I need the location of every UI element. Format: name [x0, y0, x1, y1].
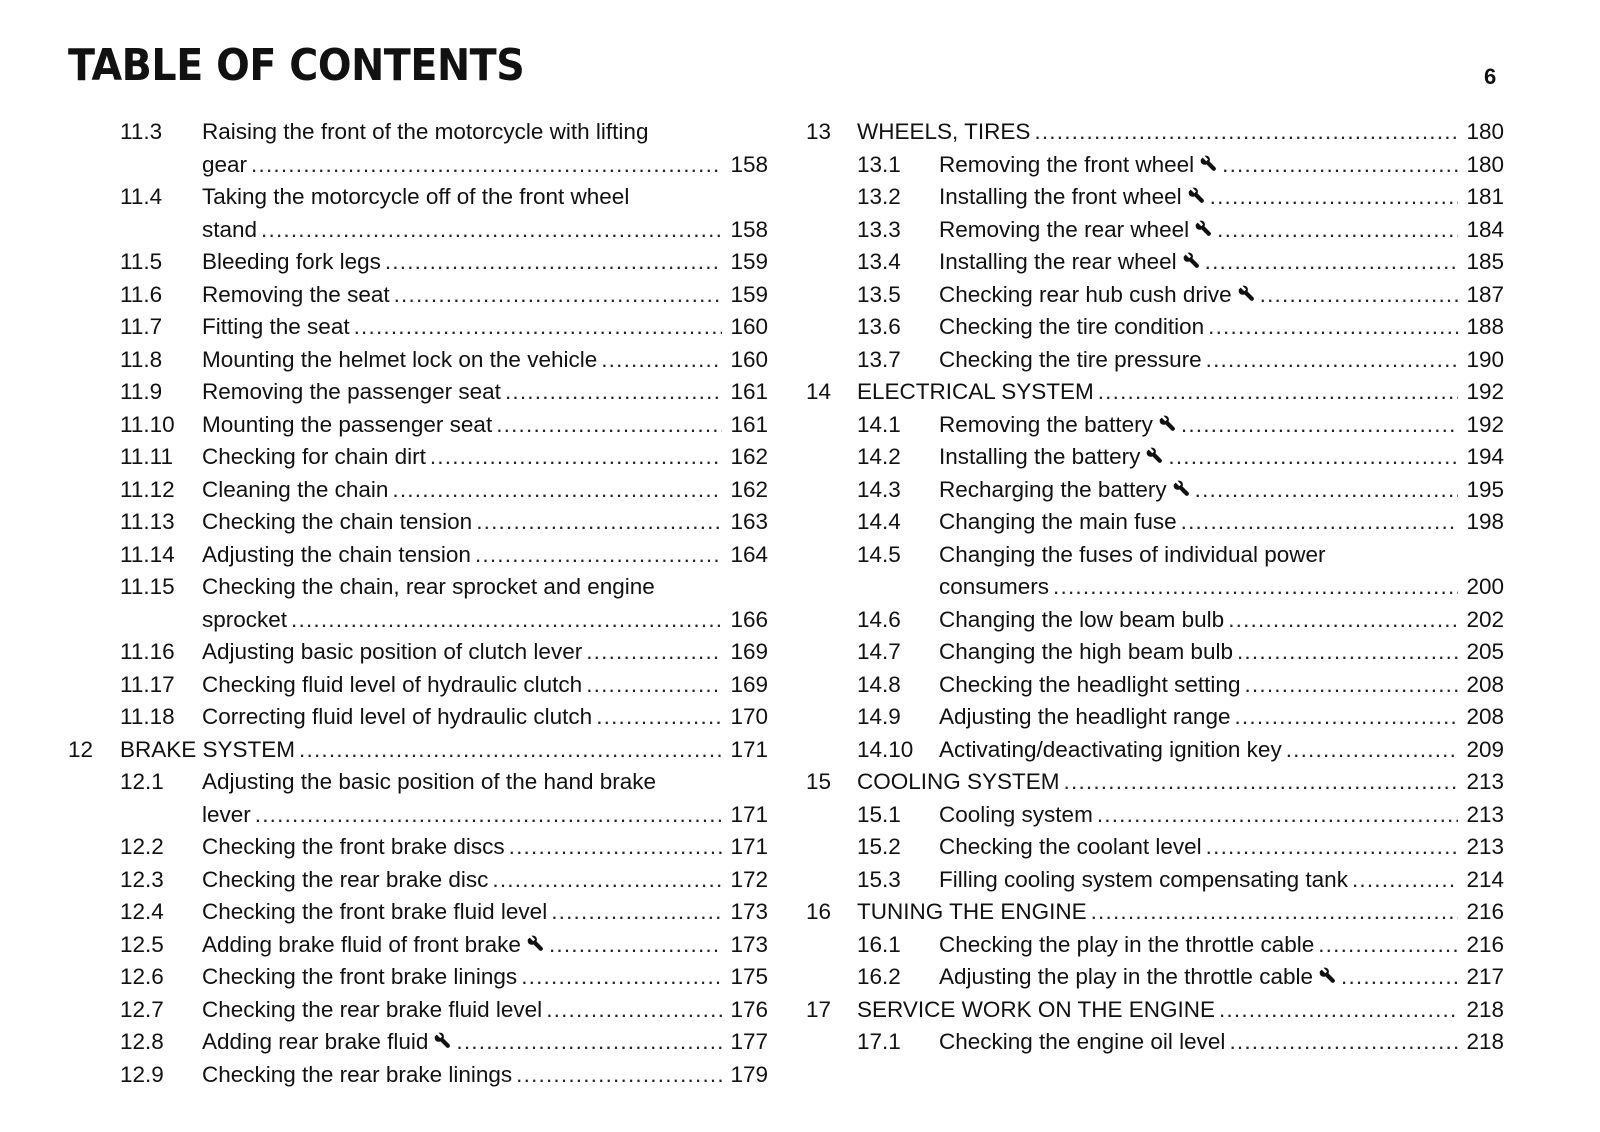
toc-entry[interactable]	[806, 539, 1504, 604]
page-ref: 213	[1466, 834, 1504, 859]
toc-entry[interactable]	[68, 669, 768, 702]
toc-entry[interactable]	[68, 571, 768, 636]
leader-dots	[1091, 896, 1458, 929]
toc-entry[interactable]	[806, 1026, 1504, 1059]
entry-title: Adjusting the play in the throttle cable	[939, 964, 1313, 989]
entry-number: 11.5	[120, 249, 163, 274]
page-ref: 200	[1466, 574, 1504, 599]
leader-dots	[1181, 409, 1458, 442]
toc-entry[interactable]	[806, 344, 1504, 377]
entry-number: 16.2	[857, 964, 901, 989]
entry-number: 13.3	[857, 216, 901, 242]
leader-dots	[394, 279, 722, 312]
page-ref: 188	[1466, 314, 1504, 339]
toc-chapter[interactable]	[68, 734, 768, 767]
entry-number: 14.5	[857, 541, 901, 567]
toc-entry[interactable]	[68, 344, 768, 377]
entry-title-line: Adjusting the basic position of the hand brake	[202, 769, 657, 794]
toc-chapter[interactable]	[806, 116, 1504, 149]
wrench-icon	[1146, 441, 1164, 459]
page-ref: 192	[1466, 411, 1504, 437]
entry-number: 17	[806, 996, 832, 1022]
entry-number: 11.17	[120, 671, 175, 697]
page-ref: 216	[1466, 931, 1504, 957]
page-ref: 181	[1466, 184, 1504, 209]
entry-number: 13.1	[857, 151, 901, 177]
entry-title: Correcting fluid level of hydraulic clutch	[202, 704, 593, 729]
leader-dots	[392, 474, 722, 507]
page-ref: 177	[730, 1029, 768, 1054]
entry-number: 11.14	[120, 541, 175, 567]
leader-dots	[1208, 311, 1458, 344]
entry-number: 12.5	[120, 931, 164, 957]
page-ref: 217	[1466, 964, 1504, 989]
page-ref: 179	[730, 1061, 768, 1087]
toc-entry[interactable]	[68, 864, 768, 897]
leader-dots	[261, 214, 722, 247]
toc-entry[interactable]	[806, 734, 1504, 767]
entry-number: 12.3	[120, 866, 164, 892]
entry-number: 11.9	[120, 379, 163, 404]
page-ref: 166	[730, 606, 768, 632]
entry-number: 13.7	[857, 346, 901, 372]
entry-title: Bleeding fork legs	[202, 249, 381, 274]
page-ref: 184	[1466, 216, 1504, 242]
wrench-icon	[1173, 474, 1191, 492]
leader-dots	[1260, 279, 1458, 312]
entry-number: 11.6	[120, 281, 163, 307]
entry-number: 14	[806, 379, 832, 404]
wrench-icon	[434, 1026, 452, 1044]
entry-title: Checking the chain tension	[202, 509, 473, 534]
page-ref: 208	[1466, 704, 1504, 729]
toc-entry[interactable]	[806, 636, 1504, 669]
entry-title: Installing the battery	[939, 444, 1141, 469]
entry-title: Checking the play in the throttle cable	[939, 931, 1315, 957]
entry-number: 15.1	[857, 801, 901, 827]
page-ref: 195	[1466, 476, 1504, 502]
entry-number: 14.10	[857, 736, 914, 762]
leader-dots	[1168, 441, 1458, 474]
entry-number: 11.10	[120, 411, 175, 437]
entry-title: gear	[202, 151, 248, 177]
leader-dots	[521, 961, 722, 994]
page-ref: 202	[1466, 606, 1504, 632]
entry-title: Activating/deactivating ignition key	[939, 736, 1282, 762]
leader-dots	[1064, 766, 1458, 799]
leader-dots	[1181, 506, 1458, 539]
toc-entry[interactable]	[68, 376, 768, 409]
leader-dots	[430, 441, 722, 474]
toc-entry[interactable]	[806, 279, 1504, 312]
entry-number: 16.1	[857, 931, 901, 957]
toc-entry[interactable]	[68, 1026, 768, 1059]
toc-entry[interactable]	[806, 181, 1504, 214]
entry-title: Cleaning the chain	[202, 476, 389, 502]
entry-title: Removing the seat	[202, 281, 390, 307]
entry-title: ELECTRICAL SYSTEM	[857, 379, 1094, 404]
page-ref: 176	[730, 996, 768, 1022]
entry-number: 14.1	[857, 411, 901, 437]
entry-title-line: Raising the front of the motorcycle with lifting	[202, 119, 649, 144]
page-ref: 171	[730, 801, 768, 827]
leader-dots	[1205, 246, 1458, 279]
toc-chapter[interactable]	[806, 766, 1504, 799]
page-ref: 171	[730, 834, 768, 859]
entry-number: 12.2	[120, 834, 164, 859]
page-ref: 164	[730, 541, 768, 567]
toc-entry[interactable]	[806, 929, 1504, 962]
entry-title: stand	[202, 216, 258, 242]
entry-title: Installing the rear wheel	[939, 249, 1177, 274]
entry-title: TUNING THE ENGINE	[857, 899, 1087, 924]
page-title: TABLE OF CONTENTS	[68, 40, 525, 91]
entry-title: Checking fluid level of hydraulic clutch	[202, 671, 583, 697]
leader-dots	[1097, 799, 1458, 832]
entry-number: 14.8	[857, 671, 901, 697]
entry-title: Installing the front wheel	[939, 184, 1182, 209]
entry-title: Changing the low beam bulb	[939, 606, 1225, 632]
page-ref: 158	[730, 151, 768, 177]
leader-dots	[1352, 864, 1458, 897]
entry-number: 12.8	[120, 1029, 164, 1054]
leader-dots	[586, 636, 722, 669]
entry-title: Checking the front brake linings	[202, 964, 518, 989]
entry-title: Checking for chain dirt	[202, 444, 426, 469]
leader-dots	[1210, 181, 1458, 214]
toc-entry[interactable]	[68, 246, 768, 279]
leader-dots	[1286, 734, 1458, 767]
entry-title: Removing the passenger seat	[202, 379, 501, 404]
leader-dots	[1206, 831, 1458, 864]
page-ref: 192	[1466, 379, 1504, 404]
page-ref: 175	[730, 964, 768, 989]
entry-number: 14.3	[857, 476, 901, 502]
entry-number: 11.18	[120, 704, 175, 729]
leader-dots	[551, 896, 722, 929]
entry-title: Changing the high beam bulb	[939, 639, 1233, 664]
leader-dots	[505, 376, 722, 409]
wrench-icon	[1188, 181, 1206, 199]
entry-number: 14.7	[857, 639, 901, 664]
toc-entry[interactable]	[806, 474, 1504, 507]
entry-title: Mounting the passenger seat	[202, 411, 493, 437]
entry-title-line: Taking the motorcycle off of the front wheel	[202, 184, 630, 209]
entry-number: 11.3	[120, 119, 163, 144]
leader-dots	[299, 734, 722, 767]
entry-number: 12.4	[120, 899, 164, 924]
entry-number: 11.15	[120, 574, 175, 599]
entry-title: Removing the battery	[939, 411, 1153, 437]
page-ref: 162	[730, 476, 768, 502]
entry-title: Checking the engine oil level	[939, 1029, 1226, 1054]
entry-number: 14.4	[857, 509, 901, 534]
leader-dots	[546, 994, 722, 1027]
toc-entry[interactable]	[806, 701, 1504, 734]
wrench-icon	[527, 929, 545, 947]
entry-title: Checking the front brake fluid level	[202, 899, 548, 924]
page-ref: 159	[730, 281, 768, 307]
leader-dots	[255, 799, 722, 832]
toc-left-column	[68, 116, 768, 1091]
entry-title: consumers	[939, 574, 1050, 599]
entry-title-line: Checking the chain, rear sprocket and engine	[202, 574, 655, 599]
toc-entry[interactable]	[68, 1059, 768, 1092]
leader-dots	[601, 344, 722, 377]
entry-number: 16	[806, 899, 832, 924]
leader-dots	[1206, 344, 1458, 377]
entry-title: Mounting the helmet lock on the vehicle	[202, 346, 598, 372]
leader-dots	[586, 669, 722, 702]
toc-entry[interactable]	[806, 604, 1504, 637]
leader-dots	[1237, 636, 1458, 669]
entry-number: 12.1	[120, 769, 164, 794]
leader-dots	[251, 149, 722, 182]
entry-title: Checking the coolant level	[939, 834, 1202, 859]
leader-dots	[549, 929, 722, 962]
page-ref: 161	[730, 379, 768, 404]
toc-entry[interactable]	[68, 506, 768, 539]
entry-title: Checking the rear brake linings	[202, 1061, 513, 1087]
page-ref: 218	[1466, 1029, 1504, 1054]
entry-title: Checking rear hub cush drive	[939, 281, 1232, 307]
entry-title: Checking the headlight setting	[939, 671, 1241, 697]
leader-dots	[509, 831, 722, 864]
entry-title: Cooling system	[939, 801, 1093, 827]
entry-number: 12	[68, 736, 94, 762]
leader-dots	[291, 604, 722, 637]
wrench-icon	[1183, 246, 1201, 264]
page-ref: 173	[730, 899, 768, 924]
page-ref: 198	[1466, 509, 1504, 534]
entry-title: Fitting the seat	[202, 314, 350, 339]
page-ref: 160	[730, 314, 768, 339]
entry-number: 11.11	[120, 444, 173, 469]
toc-entry[interactable]	[68, 636, 768, 669]
page-ref: 173	[730, 931, 768, 957]
page-ref: 171	[730, 736, 768, 762]
page-ref: 205	[1466, 639, 1504, 664]
leader-dots	[1234, 701, 1458, 734]
toc-entry[interactable]	[68, 766, 768, 831]
page-ref: 213	[1466, 769, 1504, 794]
page-ref: 162	[730, 444, 768, 469]
entry-title: Checking the tire condition	[939, 314, 1205, 339]
toc-entry[interactable]	[806, 799, 1504, 832]
toc-entry[interactable]	[68, 896, 768, 929]
entry-number: 14.6	[857, 606, 901, 632]
toc-entry[interactable]	[68, 279, 768, 312]
page-ref: 170	[730, 704, 768, 729]
wrench-icon	[1159, 409, 1177, 427]
page-ref: 180	[1466, 119, 1504, 144]
page-ref: 218	[1466, 996, 1504, 1022]
wrench-icon	[1200, 149, 1218, 167]
leader-dots	[492, 864, 722, 897]
toc-entry[interactable]	[68, 116, 768, 181]
toc-entry[interactable]	[806, 441, 1504, 474]
page-ref: 159	[730, 249, 768, 274]
toc-entry[interactable]	[806, 409, 1504, 442]
entry-number: 14.2	[857, 444, 901, 469]
entry-number: 17.1	[857, 1029, 901, 1054]
toc-entry[interactable]	[806, 961, 1504, 994]
page-ref: 214	[1466, 866, 1504, 892]
entry-title: Checking the rear brake fluid level	[202, 996, 543, 1022]
entry-title: Changing the main fuse	[939, 509, 1177, 534]
toc-entry[interactable]	[806, 506, 1504, 539]
toc-entry[interactable]	[806, 214, 1504, 247]
page-ref: 160	[730, 346, 768, 372]
page-ref: 185	[1466, 249, 1504, 274]
leader-dots	[516, 1059, 722, 1092]
page-ref: 190	[1466, 346, 1504, 372]
leader-dots	[1034, 116, 1458, 149]
toc-entry[interactable]	[68, 441, 768, 474]
toc-entry[interactable]	[68, 181, 768, 246]
toc-right-column	[806, 116, 1504, 1059]
entry-number: 15	[806, 769, 832, 794]
page-ref: 169	[730, 639, 768, 664]
leader-dots	[1053, 571, 1458, 604]
entry-number: 14.9	[857, 704, 901, 729]
wrench-icon	[1238, 279, 1256, 297]
entry-number: 13	[806, 119, 832, 144]
toc-entry[interactable]	[68, 311, 768, 344]
leader-dots	[1222, 149, 1458, 182]
toc-entry[interactable]	[68, 929, 768, 962]
entry-number: 13.5	[857, 281, 901, 307]
page-ref: 169	[730, 671, 768, 697]
entry-number: 15.3	[857, 866, 901, 892]
entry-number: 12.9	[120, 1061, 164, 1087]
leader-dots	[354, 311, 722, 344]
page-number: 6	[1484, 64, 1497, 89]
entry-number: 11.4	[120, 184, 163, 209]
entry-number: 13.6	[857, 314, 901, 339]
entry-number: 11.12	[120, 476, 175, 502]
leader-dots	[596, 701, 722, 734]
toc-entry[interactable]	[68, 409, 768, 442]
entry-title: lever	[202, 801, 251, 827]
entry-title: Checking the tire pressure	[939, 346, 1202, 372]
entry-number: 12.7	[120, 996, 164, 1022]
entry-title: BRAKE SYSTEM	[120, 736, 296, 762]
entry-title: Adding brake fluid of front brake	[202, 931, 521, 957]
entry-title: Recharging the battery	[939, 476, 1167, 502]
toc-chapter[interactable]	[806, 994, 1504, 1027]
leader-dots	[1341, 961, 1458, 994]
page-ref: 158	[730, 216, 768, 242]
toc-chapter[interactable]	[806, 896, 1504, 929]
toc-entry[interactable]	[806, 864, 1504, 897]
toc-entry[interactable]	[806, 149, 1504, 182]
entry-number: 13.4	[857, 249, 901, 274]
leader-dots	[1244, 669, 1458, 702]
entry-title: Filling cooling system compensating tank	[939, 866, 1348, 892]
leader-dots	[496, 409, 722, 442]
leader-dots	[1318, 929, 1458, 962]
toc-entry[interactable]	[806, 831, 1504, 864]
leader-dots	[1195, 474, 1458, 507]
entry-number: 13.2	[857, 184, 901, 209]
entry-title: Removing the rear wheel	[939, 216, 1190, 242]
entry-title: WHEELS, TIRES	[857, 119, 1031, 144]
leader-dots	[475, 539, 722, 572]
entry-title: Adjusting basic position of clutch lever	[202, 639, 583, 664]
leader-dots	[1229, 1026, 1458, 1059]
entry-title: Adding rear brake fluid	[202, 1029, 429, 1054]
entry-title: COOLING SYSTEM	[857, 769, 1060, 794]
toc-entry[interactable]	[68, 961, 768, 994]
entry-title: SERVICE WORK ON THE ENGINE	[857, 996, 1215, 1022]
leader-dots	[476, 506, 722, 539]
toc-entry[interactable]	[806, 311, 1504, 344]
toc-chapter[interactable]	[806, 376, 1504, 409]
toc-entry[interactable]	[68, 701, 768, 734]
toc-entry[interactable]	[68, 474, 768, 507]
page-ref: 172	[730, 866, 768, 892]
entry-number: 11.13	[120, 509, 175, 534]
wrench-icon	[1319, 961, 1337, 979]
entry-title: sprocket	[202, 606, 288, 632]
entry-title: Removing the front wheel	[939, 151, 1195, 177]
entry-number: 11.8	[120, 346, 163, 372]
page-ref: 209	[1466, 736, 1504, 762]
entry-title: Adjusting the chain tension	[202, 541, 471, 567]
leader-dots	[385, 246, 722, 279]
entry-number: 12.6	[120, 964, 164, 989]
leader-dots	[1098, 376, 1458, 409]
toc-entry[interactable]	[68, 994, 768, 1027]
leader-dots	[1228, 604, 1458, 637]
toc-entry[interactable]	[68, 539, 768, 572]
entry-number: 11.16	[120, 639, 175, 664]
page-ref: 180	[1466, 151, 1504, 177]
entry-title: Checking the rear brake disc	[202, 866, 489, 892]
toc-entry[interactable]	[806, 246, 1504, 279]
wrench-icon	[1195, 214, 1213, 232]
leader-dots	[1217, 214, 1458, 247]
page-ref: 187	[1466, 281, 1504, 307]
leader-dots	[456, 1026, 722, 1059]
toc-entry[interactable]	[806, 669, 1504, 702]
leader-dots	[1219, 994, 1458, 1027]
page-ref: 208	[1466, 671, 1504, 697]
page-ref: 194	[1466, 444, 1504, 469]
entry-number: 15.2	[857, 834, 901, 859]
entry-title: Adjusting the headlight range	[939, 704, 1231, 729]
page-ref: 161	[730, 411, 768, 437]
toc-entry[interactable]	[68, 831, 768, 864]
entry-number: 11.7	[120, 314, 163, 339]
entry-title: Checking the front brake discs	[202, 834, 505, 859]
page-ref: 216	[1466, 899, 1504, 924]
page-ref: 213	[1466, 801, 1504, 827]
entry-title-line: Changing the fuses of individual power	[939, 541, 1326, 567]
page-ref: 163	[730, 509, 768, 534]
